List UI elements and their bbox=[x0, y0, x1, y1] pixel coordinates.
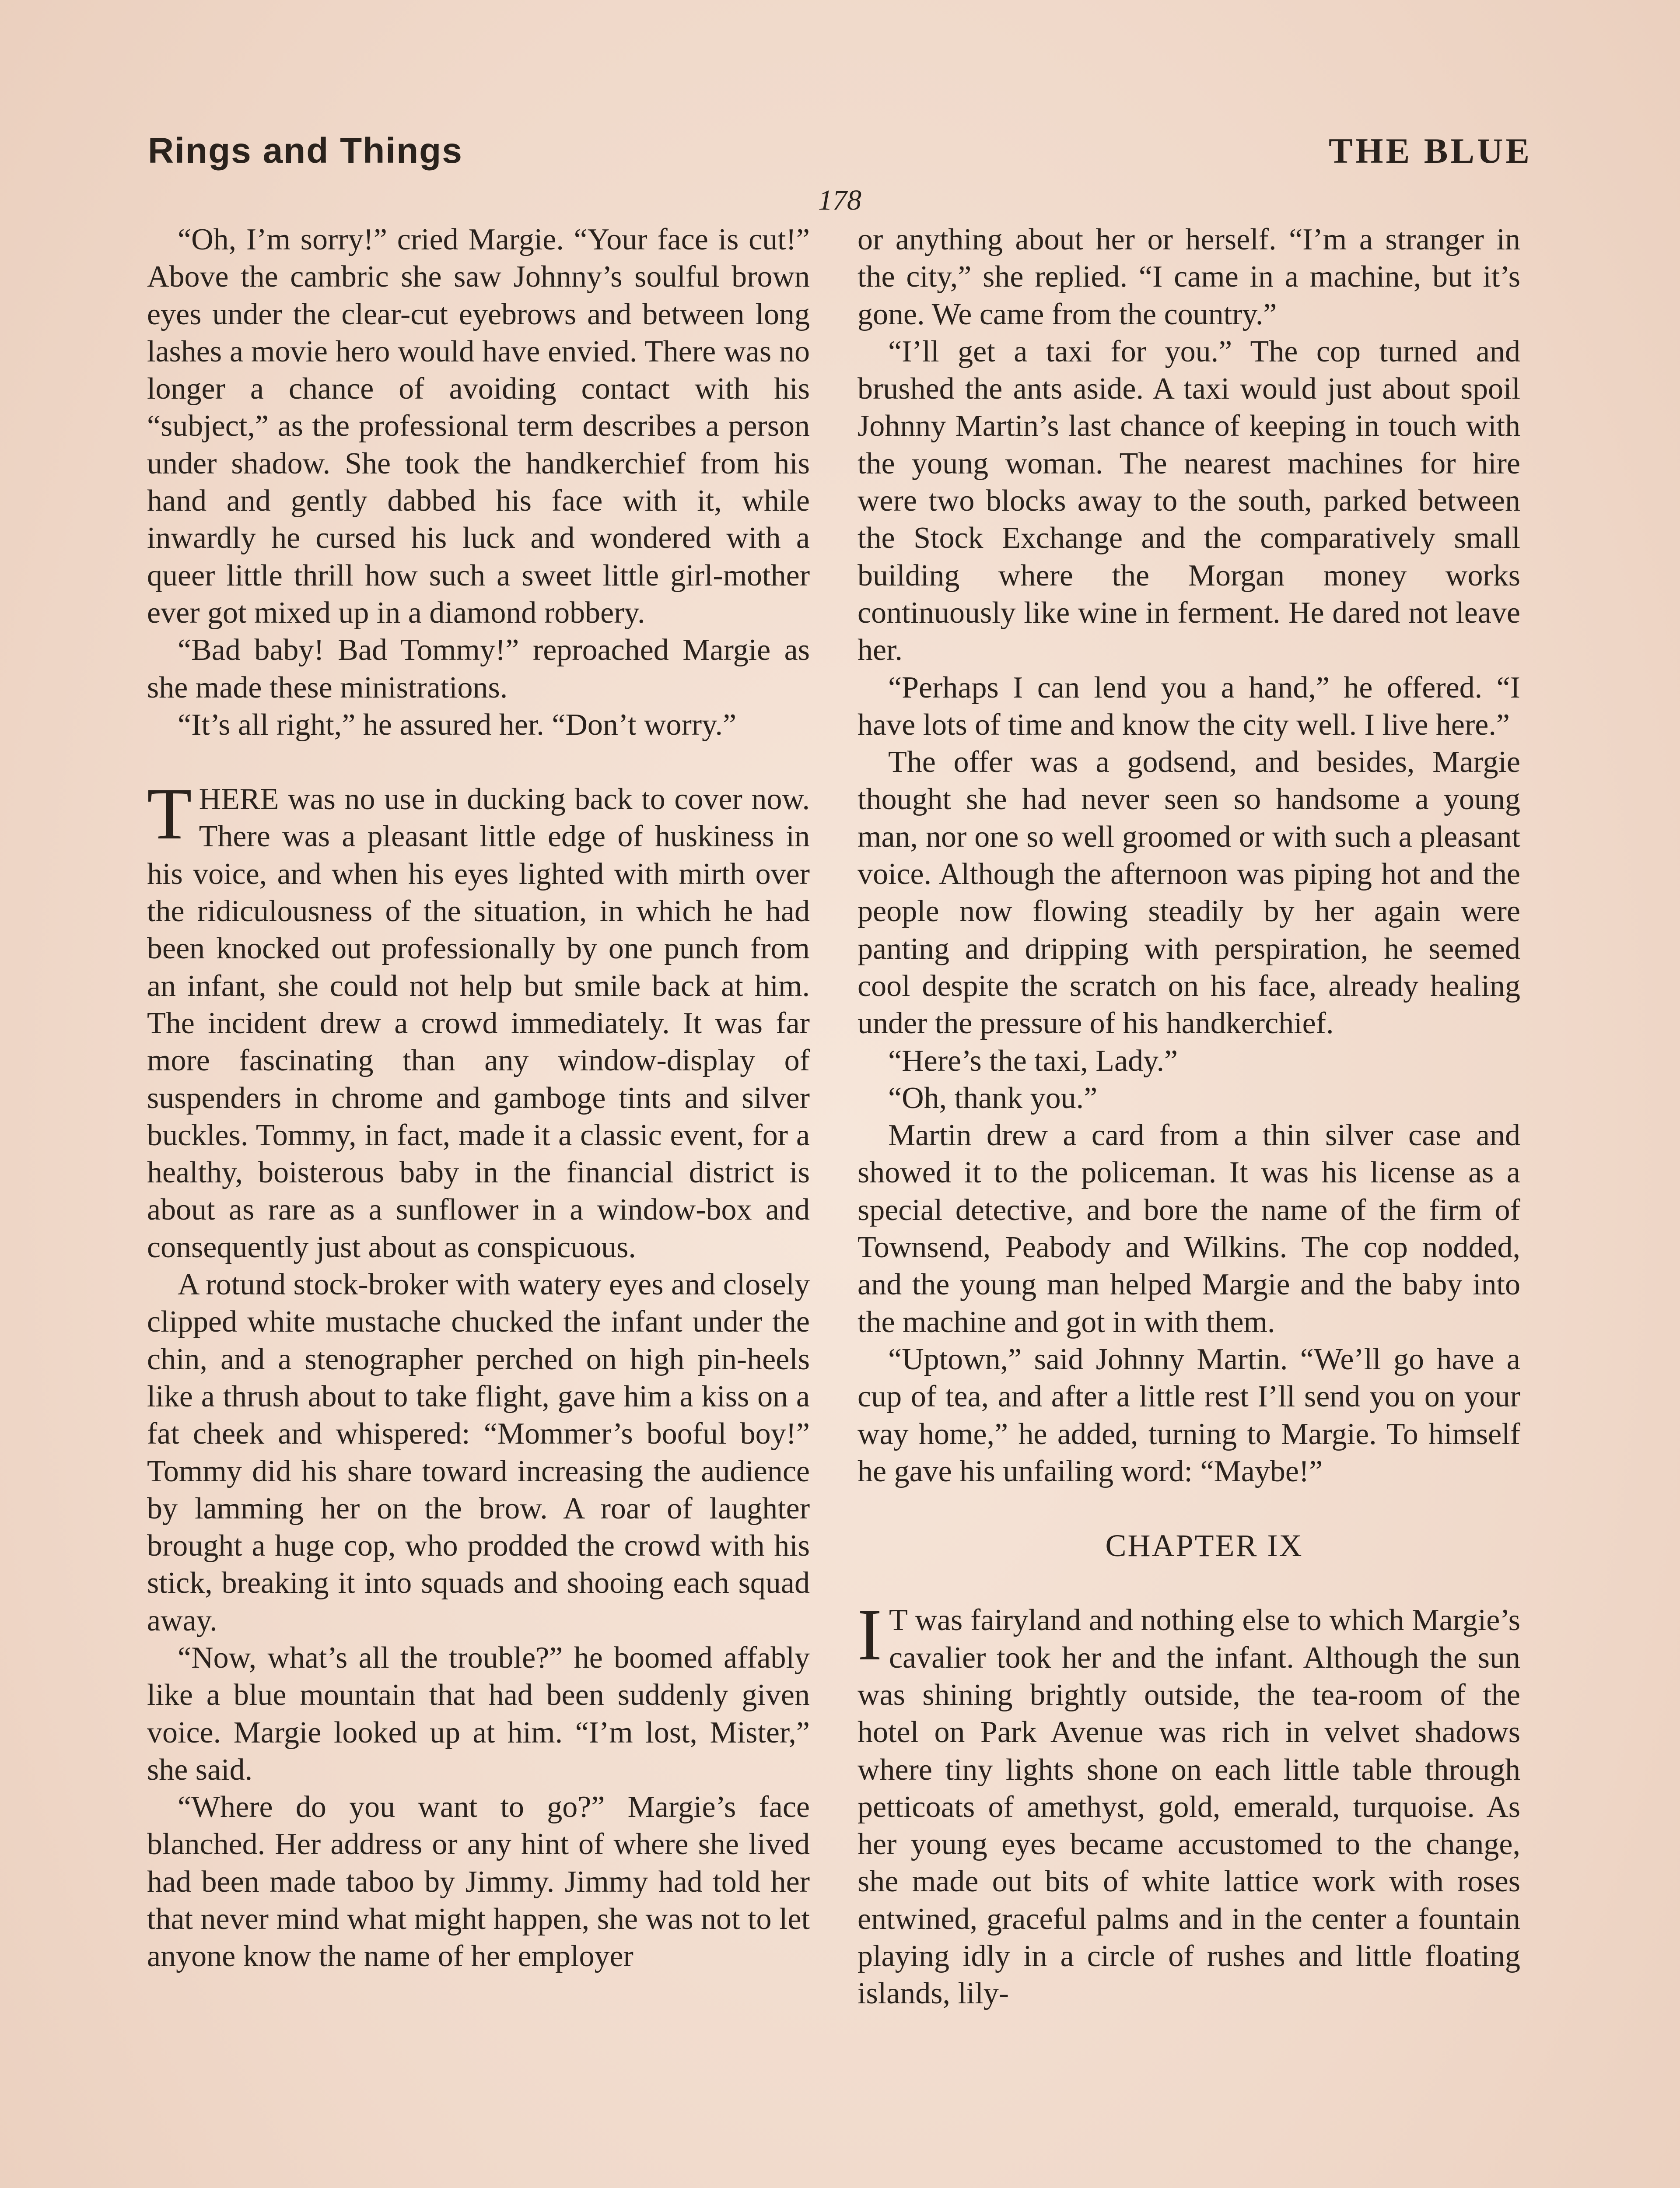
drop-cap: I bbox=[858, 1594, 882, 1676]
running-head-magazine: THE BLUE bbox=[1329, 131, 1532, 171]
drop-cap: T bbox=[147, 773, 192, 855]
running-head-title: Rings and Things bbox=[148, 131, 463, 171]
paragraph-with-drop-cap bbox=[858, 1594, 1520, 2012]
paragraph: The offer was a godsend, and besides, Margie thought she had never seen so handsome a young man, nor one so well groomed or with such a pleasant voice. Although the afternoon was piping hot and the people now flowing steadily by her again were panting and dripping with perspiration, he seemed cool despite the scratch on his face, already healing under the pressure of his handkerchief. bbox=[858, 745, 1520, 1041]
paragraph: “Uptown,” said Johnny Martin. “We’ll go have a cup of tea, and after a little rest I’ll send you on your way home,” he added, turning to Margie. To himself he gave his unfailing word: “Maybe!” bbox=[858, 1342, 1520, 1488]
left-column bbox=[147, 221, 810, 1975]
paragraph: “It’s all right,” he assured her. “Don’t worry.” bbox=[178, 708, 737, 742]
paragraph: “Bad baby! Bad Tommy!” reproached Margie as she made these ministrations. bbox=[147, 633, 810, 705]
paragraph-with-drop-cap bbox=[147, 773, 810, 1266]
right-column bbox=[858, 221, 1520, 2013]
paragraph: “Now, what’s all the trouble?” he boomed affably like a blue mountain that had been suddenly given voice. Margie looked up at him. “I’m lost, Mister,” she said. bbox=[147, 1641, 810, 1787]
section-break bbox=[147, 743, 810, 781]
page-number: 178 bbox=[818, 184, 861, 216]
paragraph: “Perhaps I can lend you a hand,” he offered. “I have lots of time and know the city well. I live here.” bbox=[858, 670, 1520, 742]
paragraph-text: T was fairyland and nothing else to which Margie’s cavalier took her and the infant. Although the sun was shining brightly outside, the tea-room of the hotel on Park Avenue was rich in velvet shadows where tiny lights shone on each little table through petticoats of amethyst, gold, emerald, turquoise. As her young eyes became accustomed to the change, she made out bits of white lattice work with roses entwined, graceful palms and in the center a fountain playing idly in a circle of rushes and little floating islands, lily- bbox=[858, 1603, 1520, 2011]
paragraph: “Where do you want to go?” Margie’s face blanched. Her address or any hint of where she lived had been made taboo by Jimmy. Jimmy had told her that never mind what might happen, she was not to let anyone know the name of her employer bbox=[147, 1790, 810, 1974]
paragraph: “Here’s the taxi, Lady.” bbox=[888, 1044, 1178, 1078]
paragraph: or anything about her or herself. “I’m a stranger in the city,” she replied. “I came in a machine, but it’s gone. We came from the country.” bbox=[858, 223, 1520, 331]
chapter-heading: CHAPTER IX bbox=[1105, 1528, 1303, 1564]
section-break bbox=[858, 1490, 1520, 1527]
paragraph: Martin drew a card from a thin silver case and showed it to the policeman. It was his license as a special detective, and bore the name of the firm of Townsend, Peabody and Wilkins. The cop nodded, and the young man helped Margie and the baby into the machine and got in with them. bbox=[858, 1119, 1520, 1339]
section-break bbox=[858, 1564, 1520, 1602]
paragraph: “I’ll get a taxi for you.” The cop turned and brushed the ants aside. A taxi would just about spoil Johnny Martin’s last chance of keeping in touch with the young woman. The nearest machines for hire were two blocks away to the south, parked between the Stock Exchange and the comparatively small building where the Morgan money works continuously like wine in ferment. He dared not leave her. bbox=[858, 334, 1520, 667]
paragraph-text: HERE was no use in ducking back to cover now. There was a pleasant little edge of huskiness in his voice, and when his eyes lighted with mirth over the ridiculousness of the situation, in which he had been knocked out professionally by one punch from an infant, she could not help but smile back at him. The incident drew a crowd immediately. It was far more fascinating than any window-display of suspenders in chrome and gamboge tints and silver buckles. Tommy, in fact, made it a classic event, for a healthy, boisterous baby in the financial district is about as rare as a sunflower in a window-box and consequently just about as conspicuous. bbox=[147, 782, 810, 1264]
paragraph: A rotund stock-broker with watery eyes and closely clipped white mustache chucked the infant under the chin, and a stenographer perched on high pin-heels like a thrush about to take flight, gave him a kiss on a fat cheek and whispered: “Mommer’s booful boy!” Tommy did his share toward increasing the audience by lamming her on the brow. A roar of laughter brought a huge cop, who prodded the crowd with his stick, breaking it into squads and shooing each squad away. bbox=[147, 1268, 810, 1637]
paragraph: “Oh, thank you.” bbox=[888, 1081, 1098, 1115]
paragraph: “Oh, I’m sorry!” cried Margie. “Your face is cut!” Above the cambric she saw Johnny’s soulful brown eyes under the clear-cut eyebrows and between long lashes a movie hero would have envied. There was no longer a chance of avoiding contact with his “subject,” as the professional term describes a person under shadow. She took the handkerchief from his hand and gently dabbed his face with it, while inwardly he cursed his luck and wondered with a queer little thrill how such a sweet little girl-mother ever got mixed up in a diamond robbery. bbox=[147, 223, 810, 630]
